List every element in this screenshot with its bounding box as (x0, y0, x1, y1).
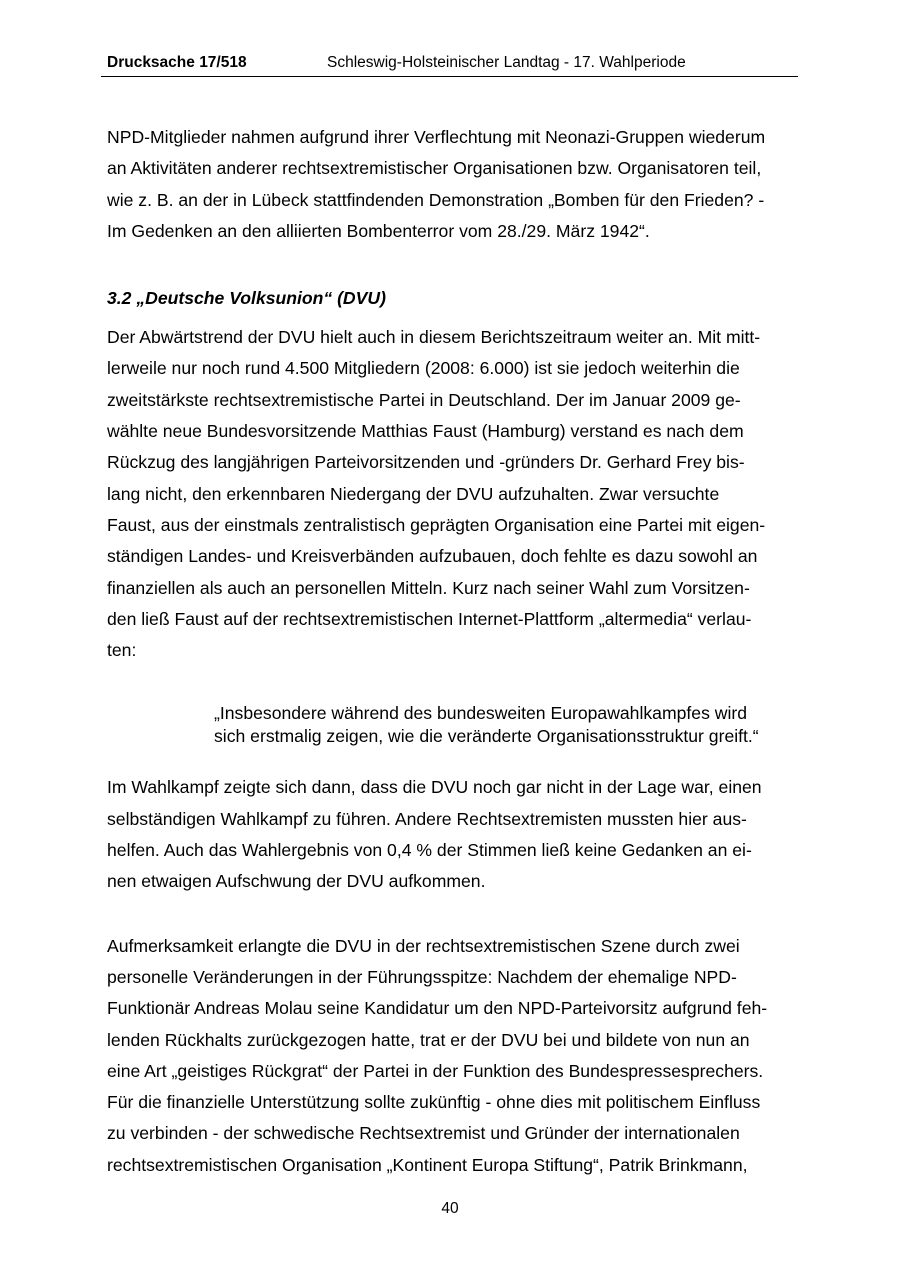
text-line: nen etwaigen Aufschwung der DVU aufkommen. (107, 871, 486, 892)
text-line: lang nicht, den erkennbaren Niedergang der DVU aufzuhalten. Zwar versuchte (107, 483, 720, 504)
text-line: ten: (107, 640, 137, 661)
text-line: Faust, aus der einstmals zentralistisch geprägten Organisation eine Partei mit eigen- (107, 514, 766, 535)
paragraph-4 (107, 931, 797, 1181)
paragraph-2 (107, 322, 797, 666)
page-number: 40 (441, 1200, 459, 1217)
text-line: Im Gedenken an den alliierten Bombenterror vom 28./29. März 1942“. (107, 220, 650, 241)
text-line: ständigen Landes- und Kreisverbänden aufzubauen, doch fehlte es dazu sowohl an (107, 546, 758, 567)
quote-line: sich erstmalig zeigen, wie die veränderte Organisationsstruktur greift.“ (214, 725, 759, 746)
text-line: rechtsextremistischen Organisation „Kontinent Europa Stiftung“, Patrik Brinkmann, (107, 1154, 748, 1175)
text-line: den ließ Faust auf der rechtsextremistischen Internet-Plattform „altermedia“ verlau- (107, 608, 752, 629)
text-line: finanziellen als auch an personellen Mitteln. Kurz nach seiner Wahl zum Vorsitzen- (107, 577, 750, 598)
text-line: Im Wahlkampf zeigte sich dann, dass die DVU noch gar nicht in der Lage war, einen (107, 777, 762, 798)
text-line: Funktionär Andreas Molau seine Kandidatur um den NPD-Parteivorsitz aufgrund feh- (107, 998, 768, 1019)
text-line: selbständigen Wahlkampf zu führen. Andere Rechtsextremisten mussten hier aus- (107, 808, 747, 829)
text-line: helfen. Auch das Wahlergebnis von 0,4 % der Stimmen ließ keine Gedanken an ei- (107, 840, 752, 861)
header-title: Schleswig-Holsteinischer Landtag - 17. Wahlperiode (327, 54, 686, 71)
text-line: an Aktivitäten anderer rechtsextremistischer Organisationen bzw. Organisatoren teil, (107, 158, 762, 179)
page-content (107, 122, 797, 1181)
text-line: lenden Rückhalts zurückgezogen hatte, trat er der DVU bei und bildete von nun an (107, 1029, 750, 1050)
text-line: wie z. B. an der in Lübeck stattfindenden Demonstration „Bomben für den Frieden? - (107, 189, 765, 210)
text-line: wählte neue Bundesvorsitzende Matthias Faust (Hamburg) verstand es nach dem (107, 421, 744, 442)
document-number: Drucksache 17/518 (107, 54, 247, 71)
text-line: zweitstärkste rechtsextremistische Partei in Deutschland. Der im Januar 2009 ge- (107, 389, 741, 410)
text-line: personelle Veränderungen in der Führungsspitze: Nachdem der ehemalige NPD- (107, 966, 737, 987)
text-line: NPD-Mitglieder nahmen aufgrund ihrer Verflechtung mit Neonazi-Gruppen wiederum (107, 127, 766, 147)
text-line: Für die finanzielle Unterstützung sollte zukünftig - ohne dies mit politischem Einfluss (107, 1092, 761, 1113)
text-line: zu verbinden - der schwedische Rechtsextremist und Gründer der internationalen (107, 1123, 740, 1144)
page-header (101, 52, 798, 77)
quote-line: „Insbesondere während des bundesweiten Europawahlkampfes wird (214, 703, 748, 724)
text-line: Der Abwärtstrend der DVU hielt auch in diesem Berichtszeitraum weiter an. Mit mitt- (107, 327, 761, 348)
quotation (214, 702, 797, 747)
text-line: eine Art „geistiges Rückgrat“ der Partei in der Funktion des Bundespressesprechers. (107, 1060, 764, 1081)
paragraph-1 (107, 122, 797, 247)
text-line: lerweile nur noch rund 4.500 Mitgliedern (2008: 6.000) ist sie jedoch weiterhin die (107, 358, 740, 379)
text-line: Rückzug des langjährigen Parteivorsitzenden und -gründers Dr. Gerhard Frey bis- (107, 452, 745, 473)
section-heading: 3.2 „Deutsche Volksunion“ (DVU) (107, 288, 386, 309)
paragraph-3 (107, 772, 797, 897)
text-line: Aufmerksamkeit erlangte die DVU in der rechtsextremistischen Szene durch zwei (107, 935, 740, 956)
